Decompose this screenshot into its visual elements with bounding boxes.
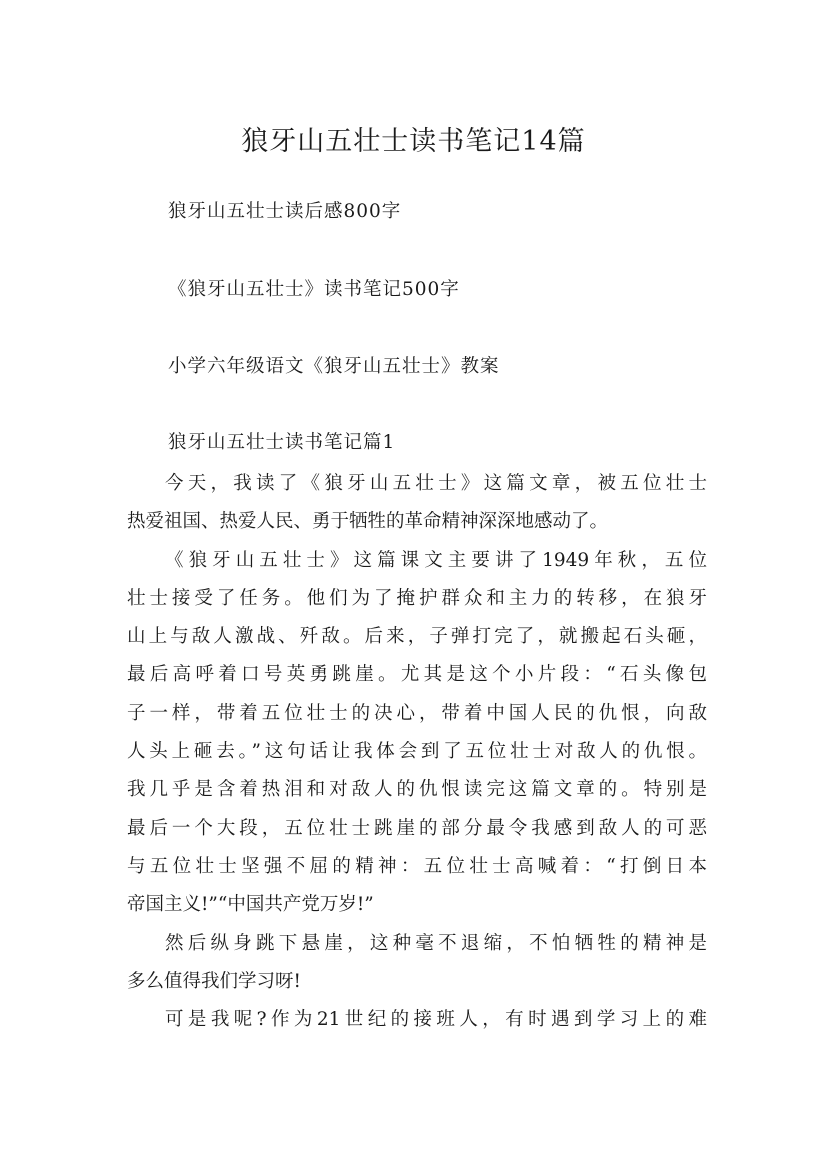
- paragraph-line: 然后纵身跳下悬崖，这种毫不退缩，不怕牺牲的精神是: [165, 932, 707, 954]
- paragraph-line: 帝国主义!”“中国共产党万岁!”: [127, 894, 374, 916]
- paragraph-line: 与五位壮士坚强不屈的精神：五位壮士高喊着：“打倒日本: [127, 855, 707, 877]
- body-text: [127, 465, 707, 1039]
- paragraph-line: 我几乎是含着热泪和对敌人的仇恨读完这篇文章的。特别是: [127, 779, 707, 801]
- toc-item: 小学六年级语文《狼牙山五壮士》教案: [168, 356, 500, 377]
- paragraph-line: 热爱祖国、热爱人民、勇于牺牲的革命精神深深地感动了。: [127, 511, 609, 533]
- paragraph-line: 山上与敌人激战、歼敌。后来，子弹打完了，就搬起石头砸，: [127, 626, 707, 648]
- document-title: 狼牙山五壮士读书笔记14篇: [241, 126, 586, 158]
- paragraph-line: 最后一个大段，五位壮士跳崖的部分最令我感到敌人的可恶: [127, 817, 707, 839]
- paragraph-line: 多么值得我们学习呀!: [127, 970, 301, 992]
- paragraph-line: 壮士接受了任务。他们为了掩护群众和主力的转移，在狼牙: [127, 587, 707, 609]
- paragraph-line: 子一样，带着五位壮士的决心，带着中国人民的仇恨，向敌: [127, 702, 707, 724]
- toc-item: 狼牙山五壮士读后感800字: [168, 201, 402, 222]
- paragraph-line: 最后高呼着口号英勇跳崖。尤其是这个小片段：“石头像包: [127, 664, 707, 686]
- toc-item: 《狼牙山五壮士》读书笔记500字: [168, 279, 460, 300]
- section-heading: 狼牙山五壮士读书笔记篇1: [168, 432, 396, 453]
- paragraph-line: 人头上砸去。”这句话让我体会到了五位壮士对敌人的仇恨。: [127, 741, 707, 763]
- paragraph-line: 《狼牙山五壮士》这篇课文主要讲了1949年秋，五位: [165, 549, 707, 571]
- paragraph-line: 今天，我读了《狼牙山五壮士》这篇文章，被五位壮士: [165, 473, 707, 494]
- paragraph-line: 可是我呢?作为21世纪的接班人，有时遇到学习上的难: [165, 1009, 707, 1031]
